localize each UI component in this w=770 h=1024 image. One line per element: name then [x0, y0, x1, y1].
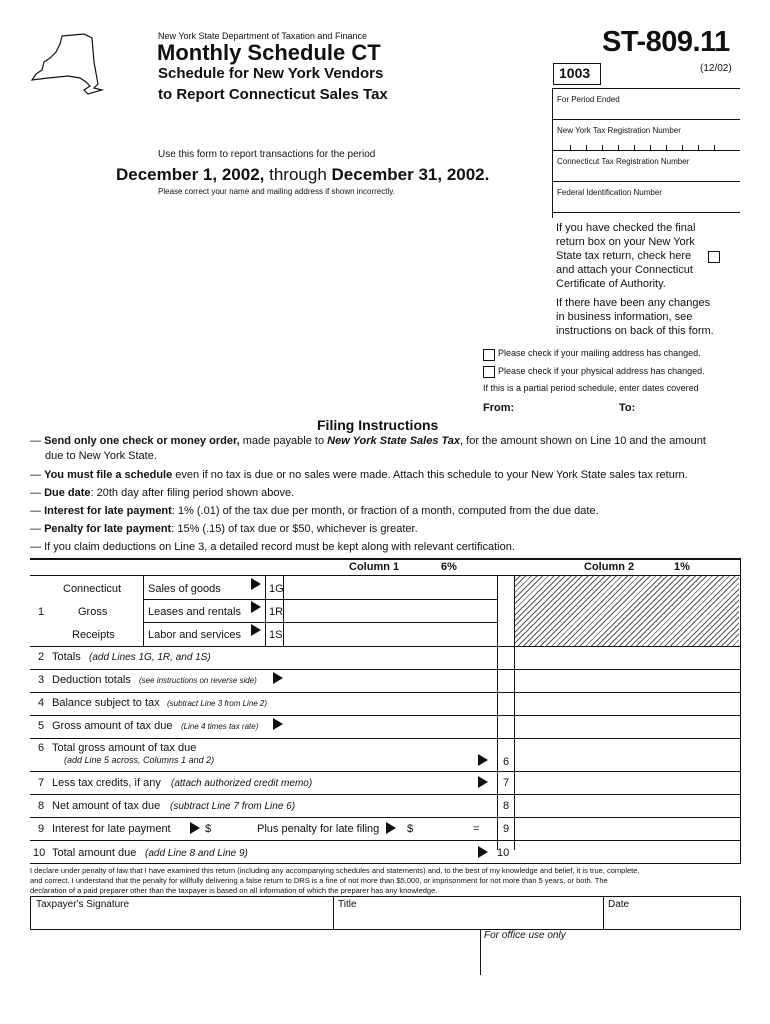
- physical-address-label: Please check if your physical address has changed.: [498, 366, 705, 376]
- instruction-5-rest: : 15% (.15) of tax due or $50, whichever is greater.: [171, 523, 418, 535]
- line-9-label: Interest for late payment: [52, 823, 171, 835]
- line-5-label: Gross amount of tax due: [52, 720, 173, 732]
- table-bottom-line: [30, 863, 740, 864]
- receipts-label: Receipts: [72, 629, 115, 641]
- code-1s: 1S: [269, 629, 283, 641]
- declaration-line1: I declare under penalty of law that I have examined this return (including any accompanying schedules and statements) and, to the best of my knowledge and belief, it is true, complete,: [30, 866, 640, 875]
- form-subtitle-line1: Schedule for New York Vendors: [158, 65, 384, 82]
- line-7-code: 7: [503, 777, 510, 789]
- col-divider-col1-right: [497, 575, 498, 850]
- ny-reg-label: New York Tax Registration Number: [557, 126, 681, 135]
- declaration-line3: declaration of a paid preparer other than the taxpayer is based on all information of which the preparer has any knowledge.: [30, 886, 438, 895]
- column-2-rate: 1%: [674, 561, 690, 573]
- line-7-amount-input[interactable]: [515, 772, 739, 793]
- line-7-note: (attach authorized credit memo): [171, 778, 313, 789]
- arrow-9b-icon: [386, 822, 396, 834]
- column-2-hatched-area: [515, 576, 739, 646]
- instruction-3-bold: Due date: [44, 487, 91, 499]
- instruction-3: — Due date: 20th day after filing period shown above.: [30, 487, 295, 499]
- mailing-address-label: Please check if your mailing address has changed.: [498, 348, 701, 358]
- code-1g: 1G: [269, 583, 284, 595]
- penalty-amount-input[interactable]: [418, 819, 470, 837]
- line-8-label: Net amount of tax due: [52, 800, 161, 812]
- department-name: New York State Department of Taxation and Finance: [158, 31, 367, 41]
- ny-reg-tick-marks[interactable]: [570, 145, 730, 151]
- instruction-1: [30, 435, 706, 447]
- correct-address-note: Please correct your name and mailing address if shown incorrectly.: [158, 187, 395, 196]
- form-code: 1003: [559, 65, 591, 81]
- arrow-3-icon: [273, 672, 283, 684]
- column-1-header: Column 1: [349, 561, 400, 573]
- new-york-state-map-icon: [28, 32, 104, 96]
- line-8-code: 8: [503, 800, 510, 812]
- line-10-number: 10: [33, 847, 46, 859]
- line-7-label: Less tax credits, if any: [52, 777, 161, 789]
- line-9-dollar: $: [205, 823, 212, 835]
- instruction-5-bold: Penalty for late payment: [44, 523, 172, 535]
- line-2-column-2-input[interactable]: [515, 647, 739, 668]
- line-2-label: Totals: [52, 651, 81, 663]
- instruction-2-bold: You must file a schedule: [44, 469, 173, 481]
- code-1r: 1R: [269, 606, 284, 618]
- filing-instructions-title: Filing Instructions: [317, 417, 439, 433]
- arrow-5-icon: [273, 718, 283, 730]
- instruction-1-b: , for the amount shown on Line 10 and the amount: [460, 435, 706, 447]
- id-block-left-border: [552, 88, 553, 218]
- title-input[interactable]: [334, 911, 602, 928]
- line-6-label: Total gross amount of tax due: [52, 742, 197, 754]
- period-end: December 31, 2002.: [331, 165, 490, 184]
- declaration-line2: and correct. I understand that the penalty for willfully delivering a false return to DRS is a fine of not more than $5,000, or imprisonment for not more than 5 years, or both. The: [30, 876, 608, 885]
- line-8-note: (subtract Line 7 from Line 6): [170, 801, 296, 812]
- period-through: through: [269, 165, 327, 184]
- final-return-checkbox[interactable]: [708, 251, 720, 263]
- line-6-number: 6: [38, 742, 45, 754]
- id-block-top-line: [552, 88, 740, 89]
- connecticut-label: Connecticut: [63, 583, 122, 595]
- period-dates: [116, 165, 489, 185]
- form-title: Monthly Schedule CT: [157, 40, 381, 65]
- line-2-column-1-input[interactable]: [284, 647, 496, 668]
- column-2-header: Column 2: [584, 561, 635, 573]
- arrow-10-icon: [478, 846, 488, 858]
- leases-rentals-label: Leases and rentals: [148, 606, 241, 618]
- fed-id-label: Federal Identification Number: [557, 188, 662, 197]
- office-use-left-border: [480, 929, 481, 975]
- line-3-column-1-input[interactable]: [284, 670, 496, 691]
- line-5-note: (Line 4 times tax rate): [181, 722, 259, 731]
- arrow-7-icon: [478, 776, 488, 788]
- col-divider-labels: [143, 575, 144, 647]
- line-9-code: 9: [503, 823, 510, 835]
- instruction-3-rest: : 20th day after filing period shown above.: [90, 487, 295, 499]
- taxpayer-signature-input[interactable]: [31, 911, 332, 928]
- from-label: From:: [483, 402, 515, 414]
- ct-reg-label: Connecticut Tax Registration Number: [557, 157, 690, 166]
- line-9-equals: =: [473, 823, 480, 835]
- to-label: To:: [619, 402, 636, 414]
- line-10-code: 10: [497, 847, 510, 859]
- line-3-column-2-input[interactable]: [515, 670, 739, 691]
- mailing-address-checkbox[interactable]: [483, 349, 495, 361]
- line-6-amount-input[interactable]: [515, 739, 739, 770]
- instruction-1-dash: —: [30, 435, 41, 447]
- line-4-column-2-input[interactable]: [515, 693, 739, 714]
- title-label: Title: [338, 899, 357, 910]
- date-label: Date: [608, 899, 630, 910]
- final-return-line4: and attach your Connecticut: [556, 264, 693, 276]
- line-4-label: Balance subject to tax: [52, 697, 160, 709]
- col-divider-codes: [265, 575, 266, 647]
- line-4-note: (subtract Line 3 from Line 2): [167, 699, 268, 708]
- form-number: ST-809.11: [602, 26, 730, 58]
- col-divider-right-edge: [740, 558, 741, 864]
- line-4-column-1-input[interactable]: [284, 693, 496, 714]
- id-block-line-4: [552, 181, 740, 182]
- changes-note-line1: If there have been any changes: [556, 297, 711, 309]
- line-7-number: 7: [38, 777, 45, 789]
- labor-services-label: Labor and services: [148, 629, 241, 641]
- period-ended-label: For Period Ended: [557, 95, 620, 104]
- line-1r-column-1-input[interactable]: [284, 600, 496, 621]
- date-input[interactable]: [604, 911, 739, 928]
- sales-of-goods-label: Sales of goods: [148, 583, 221, 595]
- line-4-number: 4: [38, 697, 45, 709]
- line-2-number: 2: [38, 651, 45, 663]
- line-5-column-1-input[interactable]: [284, 716, 496, 737]
- line-9-dollar-2: $: [407, 823, 414, 835]
- gross-label: Gross: [78, 606, 108, 618]
- instruction-4: — Interest for late payment: 1% (.01) of the tax due per month, or fraction of a month, computed from the due date.: [30, 505, 599, 517]
- line-3-note: (see instructions on reverse side): [139, 676, 257, 685]
- table-top-line: [30, 558, 740, 560]
- line-10-amount-input[interactable]: [515, 841, 739, 863]
- partial-period-note: If this is a partial period schedule, enter dates covered: [483, 383, 699, 393]
- instruction-6-text: If you claim deductions on Line 3, a detailed record must be kept along with relevant certification.: [44, 541, 515, 553]
- arrow-1r-icon: [251, 601, 261, 613]
- id-block-line-2: [552, 119, 740, 120]
- line-9-penalty-label: Plus penalty for late filing: [257, 823, 380, 835]
- period-intro: Use this form to report transactions for the period: [158, 149, 376, 160]
- arrow-6-icon: [478, 754, 488, 766]
- line-6-code: 6: [503, 756, 510, 768]
- changes-note-line3: instructions on back of this form.: [556, 325, 714, 337]
- instruction-2: — You must file a schedule even if no tax is due or no sales were made. Attach this schedule to your New York State sales tax return.: [30, 469, 688, 481]
- final-return-line1: If you have checked the final: [556, 222, 696, 234]
- line-3-number: 3: [38, 674, 45, 686]
- physical-address-checkbox[interactable]: [483, 366, 495, 378]
- interest-amount-input[interactable]: [215, 819, 253, 837]
- final-return-line2: return box on your New York: [556, 236, 695, 248]
- line-8-number: 8: [38, 800, 45, 812]
- line-8-amount-input[interactable]: [515, 795, 739, 816]
- line-5-column-2-input[interactable]: [515, 716, 739, 737]
- changes-note-line2: in business information, see: [556, 311, 693, 323]
- instruction-4-bold: Interest for late payment: [44, 505, 172, 517]
- instruction-6: — If you claim deductions on Line 3, a detailed record must be kept along with relevant certification.: [30, 541, 515, 553]
- instruction-1-bold: Send only one check or money order,: [44, 435, 240, 447]
- line-6-note: (add Line 5 across, Columns 1 and 2): [64, 755, 215, 765]
- final-return-line5: Certificate of Authority.: [556, 278, 666, 290]
- line-5-number: 5: [38, 720, 45, 732]
- instruction-1-payee: New York State Sales Tax: [327, 435, 461, 447]
- arrow-1g-icon: [251, 578, 261, 590]
- line-1s-column-1-input[interactable]: [284, 623, 496, 646]
- arrow-1s-icon: [251, 624, 261, 636]
- column-1-rate: 6%: [441, 561, 457, 573]
- period-start: December 1, 2002,: [116, 165, 265, 184]
- instruction-4-rest: : 1% (.01) of the tax due per month, or fraction of a month, computed from the due date.: [171, 505, 599, 517]
- line-3-label: Deduction totals: [52, 674, 131, 686]
- form-revision: (12/02): [700, 63, 732, 74]
- instruction-5: — Penalty for late payment: 15% (.15) of tax due or $50, whichever is greater.: [30, 523, 418, 535]
- instruction-1-cont: due to New York State.: [45, 450, 157, 462]
- final-return-line3: State tax return, check here: [556, 250, 692, 262]
- line-10-label: Total amount due: [52, 847, 137, 859]
- instruction-1-a: made payable to: [242, 435, 325, 447]
- id-block-line-5: [552, 212, 740, 213]
- line-9-amount-input[interactable]: [515, 818, 739, 839]
- line-10-note: (add Line 8 and Line 9): [145, 848, 248, 859]
- line-2-note: (add Lines 1G, 1R, and 1S): [89, 652, 211, 663]
- line-9-number: 9: [38, 823, 45, 835]
- office-use-label: For office use only: [484, 930, 566, 941]
- line-1g-column-1-input[interactable]: [284, 576, 496, 598]
- arrow-9a-icon: [190, 822, 200, 834]
- line-1-number: 1: [38, 606, 45, 618]
- form-subtitle-line2: to Report Connecticut Sales Tax: [158, 86, 388, 103]
- instruction-2-rest: even if no tax is due or no sales were made. Attach this schedule to your New York State sales tax return.: [175, 469, 688, 481]
- taxpayer-signature-label: Taxpayer's Signature: [36, 899, 130, 910]
